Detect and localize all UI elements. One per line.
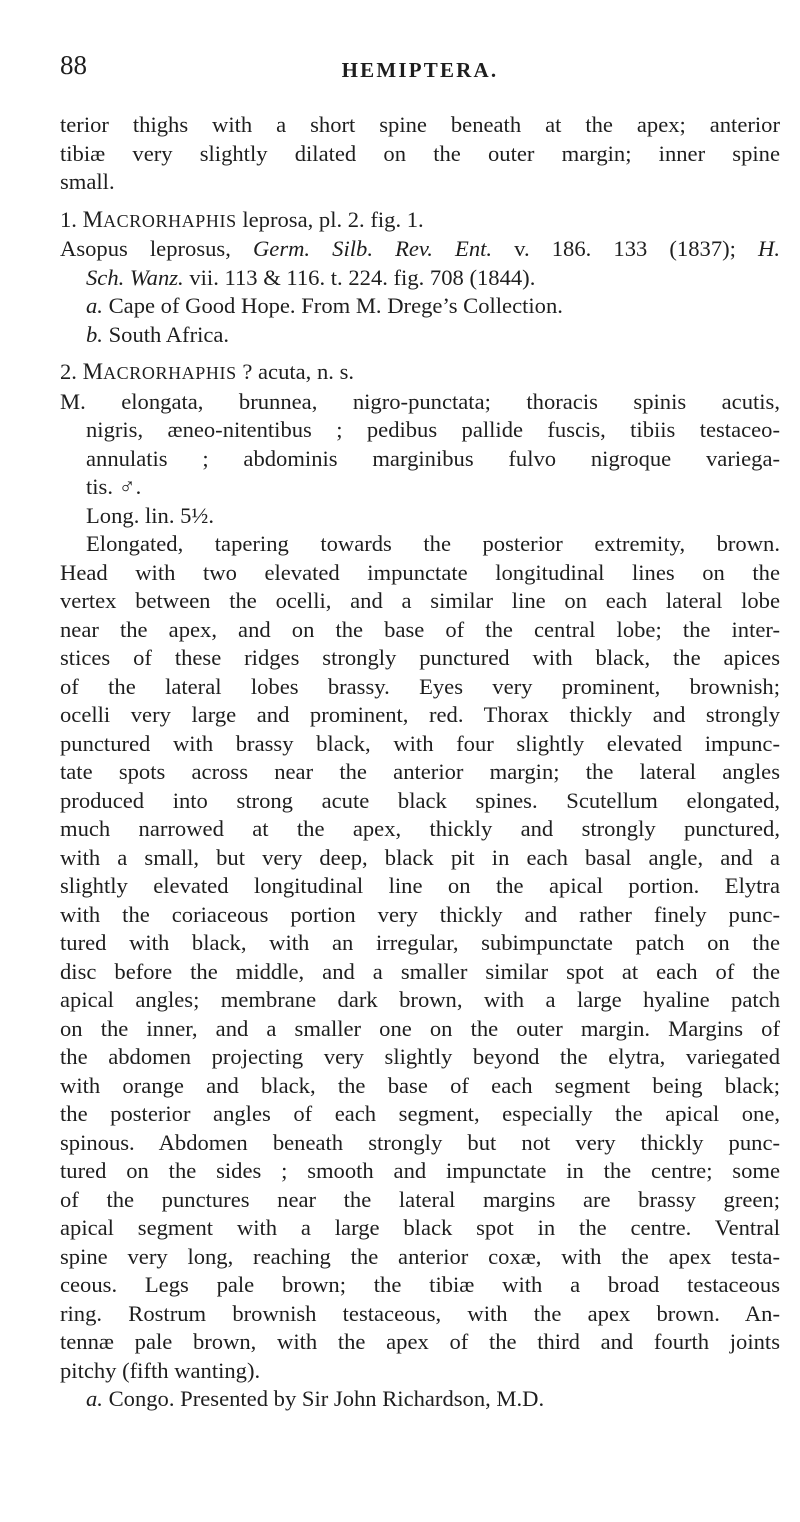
text-line: slightly elevated longitudinal line on the apical portion. Elytra	[60, 873, 780, 898]
text-line: with the coriaceous portion very thickly and rather finely punc-	[60, 901, 780, 927]
text-line: ocelli very large and prominent, red. Thorax thickly and strongly	[60, 702, 780, 727]
page-body	[60, 111, 780, 1414]
text-line: apical angles; membrane dark brown, with a large hyaline patch	[60, 987, 780, 1012]
text-line: of the punctures near the lateral margins are brassy green;	[60, 1186, 780, 1212]
text-line: near the apex, and on the base of the central lobe; the inter-	[60, 616, 780, 642]
text-line: small.	[60, 169, 115, 194]
synonymy-line: Asopus leprosus, Germ. Silb. Rev. Ent. v. 186. 133 (1837); H.	[60, 236, 780, 261]
text-line: Elongated, tapering towards the posterior extremity, brown.	[86, 531, 780, 556]
species-number: 1.	[60, 206, 77, 232]
latin-diagnosis-line: annulatis ; abdominis marginibus fulvo nigroque variega-	[86, 445, 780, 471]
text-line: disc before the middle, and a smaller similar spot at each of the	[60, 958, 780, 984]
locality-line: a. Cape of Good Hope. From M. Drege’s Collection.	[86, 293, 563, 318]
locality-line: a. Congo. Presented by Sir John Richardson, M.D.	[86, 1386, 545, 1411]
species-heading	[60, 206, 780, 236]
text-line: tured with black, with an irregular, subimpunctate patch on the	[60, 930, 780, 955]
text-line: Head with two elevated impunctate longitudinal lines on the	[60, 559, 780, 585]
description-paragraph	[60, 530, 780, 1385]
text-line: stices of these ridges strongly punctured with black, the apices	[60, 645, 780, 670]
page-number: 88	[60, 50, 87, 80]
text-line: tate spots across near the anterior margin; the lateral angles	[60, 759, 780, 784]
locality-line: b. South Africa.	[86, 321, 230, 347]
text-line: pitchy (fifth wanting).	[60, 1357, 261, 1383]
length-line: Long. lin. 5½.	[86, 502, 215, 528]
text-line: the posterior angles of each segment, especially the apical one,	[60, 1101, 780, 1126]
text-line: spinous. Abdomen beneath strongly but not very thickly punc-	[60, 1129, 780, 1155]
text-line: tibiæ very slightly dilated on the outer margin; inner spine	[60, 140, 780, 166]
text-line: ring. Rostrum brownish testaceous, with the apex brown. An-	[60, 1300, 780, 1326]
text-line: ceous. Legs pale brown; the tibiæ with a broad testaceous	[60, 1272, 780, 1297]
species-entry-1	[60, 206, 780, 350]
latin-diagnosis-line: nigris, æneo-nitentibus ; pedibus pallide fuscis, tibiis testaceo-	[86, 417, 780, 442]
text-line: apical segment with a large black spot in the centre. Ventral	[60, 1215, 780, 1240]
text-line: tured on the sides ; smooth and impunctate in the centre; some	[60, 1158, 780, 1183]
species-epithet: ? acuta, n. s.	[236, 359, 355, 384]
running-title: HEMIPTERA.	[341, 58, 499, 82]
genus-name: ACRORHAPHIS	[103, 363, 237, 383]
species-epithet: leprosa, pl. 2. fig. 1.	[236, 206, 424, 232]
genus-name: ACRORHAPHIS	[103, 210, 237, 231]
text-line: spine very long, reaching the anterior coxæ, with the apex testa-	[60, 1243, 780, 1269]
running-head	[60, 50, 780, 90]
text-line: tennæ pale brown, with the apex of the third and fourth joints	[60, 1329, 780, 1354]
intro-paragraph	[60, 111, 780, 197]
text-line: of the lateral lobes brassy. Eyes very prominent, brownish;	[60, 673, 780, 699]
text-line: with a small, but very deep, black pit in each basal angle, and a	[60, 844, 780, 870]
latin-diagnosis-line: M. elongata, brunnea, nigro-punctata; thoracis spinis acutis,	[60, 388, 780, 414]
text-line: produced into strong acute black spines. Scutellum elongated,	[60, 787, 780, 813]
species-entry-2	[60, 358, 780, 1414]
species-heading	[60, 358, 780, 388]
text-line: vertex between the ocelli, and a similar line on each lateral lobe	[60, 588, 780, 613]
text-line: punctured with brassy black, with four slightly elevated impunc-	[60, 730, 780, 756]
text-line: with orange and black, the base of each segment being black;	[60, 1072, 780, 1098]
genus-initial: M	[82, 359, 104, 384]
text-line: terior thighs with a short spine beneath at the apex; anterior	[60, 112, 780, 137]
genus-initial: M	[82, 206, 104, 232]
latin-diagnosis-line: tis. ♂.	[86, 474, 142, 499]
species-number: 2.	[60, 359, 77, 384]
synonymy-line: Sch. Wanz. vii. 113 & 116. t. 224. fig. 708 (1844).	[86, 264, 536, 290]
text-line: on the inner, and a smaller one on the outer margin. Margins of	[60, 1015, 780, 1041]
text-line: the abdomen projecting very slightly beyond the elytra, variegated	[60, 1044, 780, 1069]
text-line: much narrowed at the apex, thickly and strongly punctured,	[60, 816, 780, 841]
